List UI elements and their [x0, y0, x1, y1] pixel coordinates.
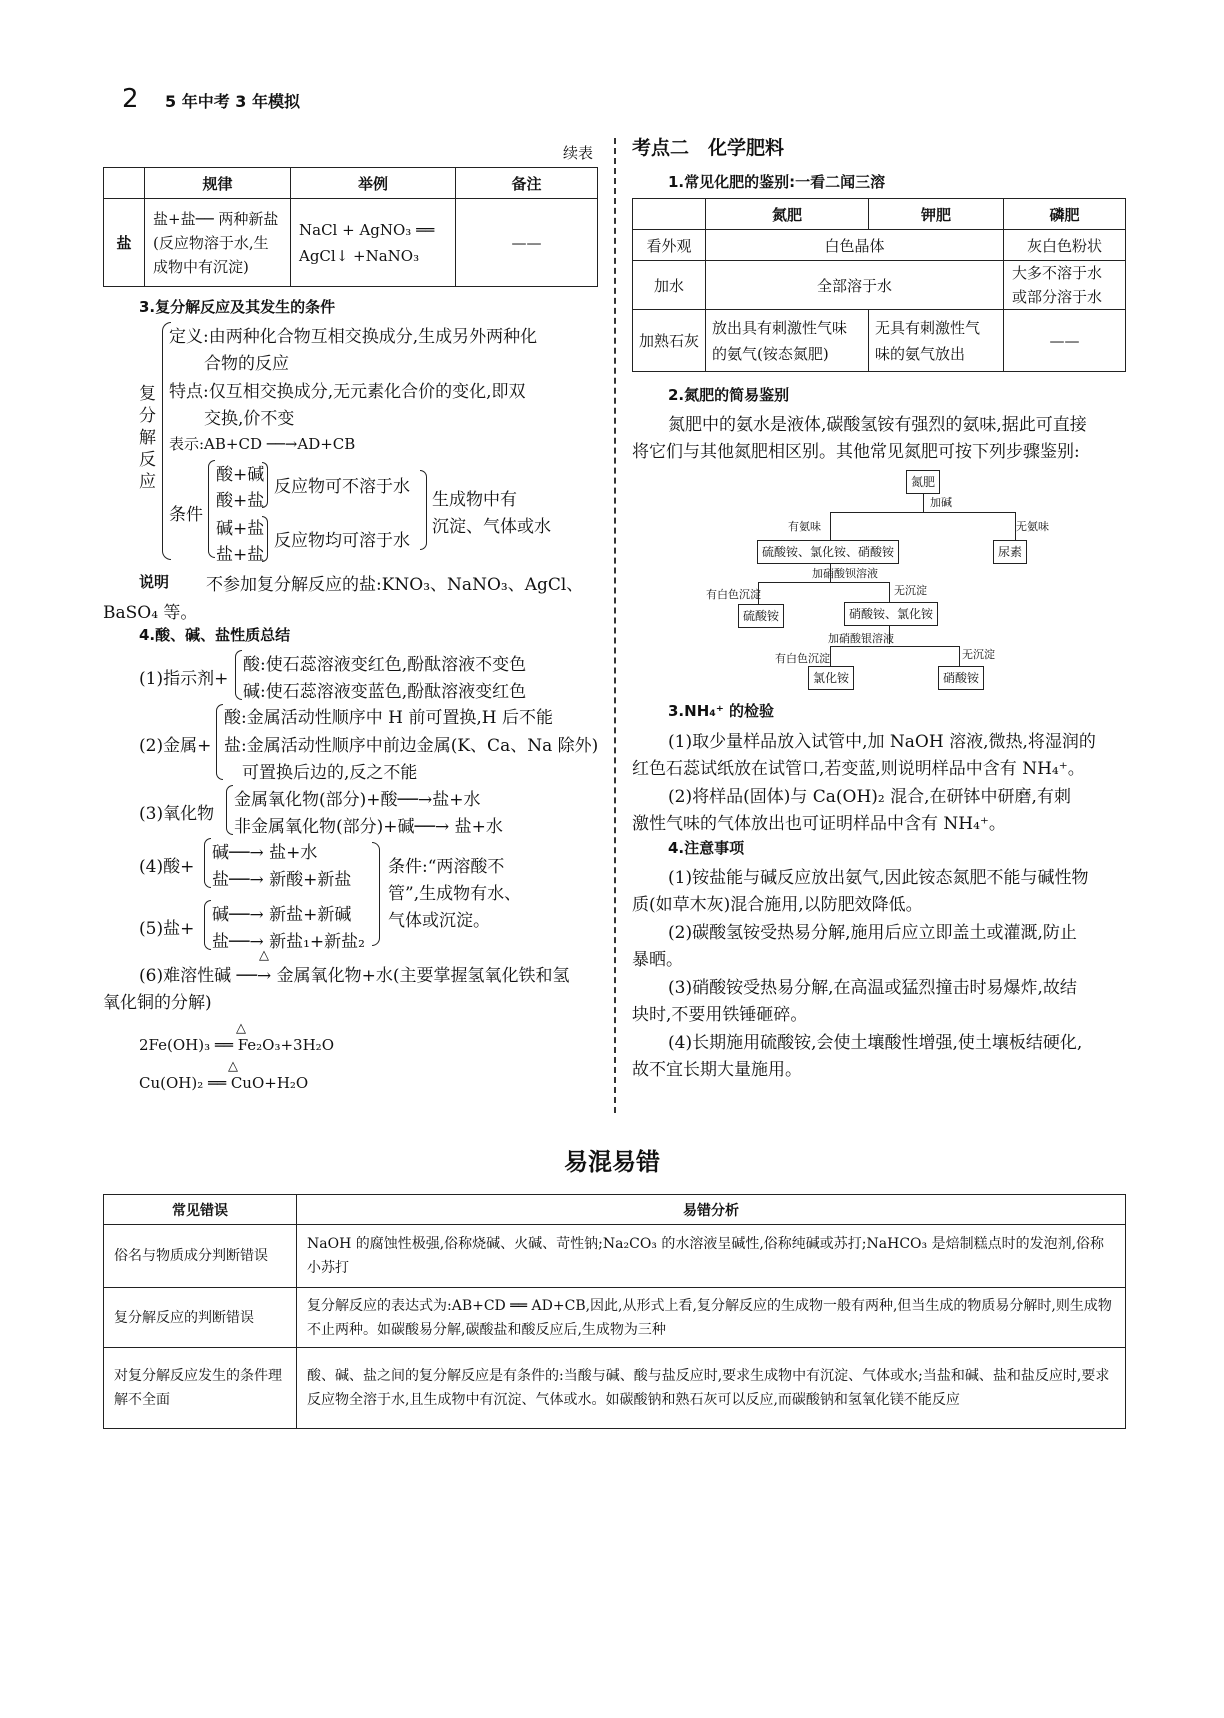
fert-s4-p3b: 块时,不要用铁锤砸碎。 — [632, 1005, 808, 1025]
fert-look-p: 灰白色粉状 — [1004, 230, 1126, 261]
col-header-note: 备注 — [456, 168, 598, 199]
flow-root: 氮肥 — [906, 470, 940, 494]
indicator-base: 碱:使石蕊溶液变蓝色,酚酞溶液变红色 — [243, 682, 527, 702]
condition-label: 条件 — [169, 505, 203, 525]
acid-base: 碱──→ 盐+水 — [212, 843, 318, 863]
fert-s4-p2b: 暴晒。 — [632, 950, 683, 970]
cond-c34-text: 反应物均可溶于水 — [274, 531, 410, 551]
cond-base-salt: 碱+盐 — [216, 519, 265, 539]
error-row-3-analysis: 酸、碱、盐之间的复分解反应是有条件的:当酸与碱、酸与盐反应时,要求生成物中有沉淀、气体或水;当盐和碱、盐和盐反应时,要求反应物全溶于水,且生成物中有沉淀、气体或水。如碳酸钠和熟石灰可以反应,而碳酸钠和氢氧化镁不能反应 — [297, 1348, 1126, 1429]
brace-conditions — [208, 460, 215, 558]
fert-lime-k1: 无具有刺激性气 — [875, 318, 981, 337]
fert-s4-title: 4.注意事项 — [668, 839, 745, 857]
delta-sign-3: △ — [228, 1059, 238, 1074]
section-title-fertilizer: 考点二 化学肥料 — [632, 137, 785, 159]
brace-c12 — [262, 462, 268, 508]
fert-s4-p4a: (4)长期施用硫酸铵,会使土壤酸性增强,使土壤板结硬化, — [668, 1033, 1083, 1053]
brace-oxide — [226, 785, 233, 835]
brace-cond45 — [372, 842, 380, 946]
errors-header-analysis: 易错分析 — [297, 1195, 1126, 1225]
fert-water-p — [1004, 261, 1126, 310]
indicator-label: (1)指示剂+ — [139, 669, 229, 689]
col-header-example: 举例 — [291, 168, 456, 199]
metal-salt: 盐:金属活动性顺序中前边金属(K、Ca、Na 除外) — [224, 736, 599, 756]
errors-header-error: 常见错误 — [104, 1195, 297, 1225]
example-line2: AgCl↓ +NaNO₃ — [299, 246, 420, 265]
expression-line: 表示:AB+CD ──→AD+CB — [169, 435, 356, 453]
flow-ppt1: 有白色沉淀 — [706, 588, 761, 601]
fert-s2-p1: 氮肥中的氨水是液体,碳酸氢铵有强烈的氨味,据此可直接 — [668, 415, 1087, 435]
salt-salt: 盐──→ 新盐₁+新盐₂ — [212, 932, 365, 952]
fert-lime-k2: 味的氨气放出 — [875, 344, 966, 363]
fert-row-lime: 加熟石灰 — [633, 310, 706, 372]
fert-water-p1: 大多不溶于水 — [1012, 264, 1103, 282]
feature-line2: 交换,价不变 — [204, 409, 295, 429]
flow-no-smell: 无氨味 — [1016, 520, 1049, 533]
section3-title: 3.复分解反应及其发生的条件 — [139, 298, 336, 316]
indicator-acid: 酸:使石蕊溶液变红色,酚酞溶液不变色 — [243, 655, 527, 675]
fert-row-water: 加水 — [633, 261, 706, 310]
definition-line1: 定义:由两种化合物互相交换成分,生成另外两种化 — [169, 327, 538, 347]
brace-acid — [204, 838, 211, 888]
metal-salt-cont: 可置换后边的,反之不能 — [242, 763, 418, 783]
brace-results — [420, 470, 427, 550]
note-line1: 不参加复分解反应的盐:KNO₃、NaNO₃、AgCl、 — [206, 575, 584, 595]
acid-label: (4)酸+ — [139, 857, 195, 877]
delta-sign-2: △ — [236, 1021, 246, 1036]
flow-ammonium-nitrate: 硝酸铵 — [938, 666, 984, 690]
flow-add-ag: 加硝酸银溶液 — [828, 632, 894, 645]
fert-water-nk: 全部溶于水 — [706, 261, 1004, 310]
fertilizer-table — [632, 198, 1126, 372]
continued-label: 续表 — [563, 144, 594, 162]
flow-noppt1: 无沉淀 — [894, 584, 927, 597]
fert-look-nk: 白色晶体 — [706, 230, 1004, 261]
fert-s3-p1b: 红色石蕊试纸放在试管口,若变蓝,则说明样品中含有 NH₄⁺。 — [632, 759, 1085, 779]
fert-s3-p2b: 激性气味的气体放出也可证明样品中含有 NH₄⁺。 — [632, 814, 1006, 834]
insoluble-base-line1: (6)难溶性碱 ──→ 金属氧化物+水(主要掌握氢氧化铁和氢 — [139, 966, 570, 986]
fert-s4-p3a: (3)硝酸铵受热易分解,在高温或猛烈撞击时易爆炸,故结 — [668, 978, 1077, 998]
errors-table — [103, 1194, 1126, 1429]
book-title: 5 年中考 3 年模拟 — [165, 92, 300, 111]
note-label: 说明 — [139, 573, 170, 591]
row-label-salt: 盐 — [104, 199, 145, 287]
double-decomp-label: 复分解反应 — [139, 384, 156, 492]
fert-s4-p1b: 质(如草木灰)混合施用,以防肥效降低。 — [632, 895, 923, 915]
fert-s4-p4b: 故不宜长期大量施用。 — [632, 1060, 802, 1080]
cond45-line1: 条件:“两溶酸不 — [388, 857, 505, 877]
page-number: 2 — [122, 84, 139, 114]
brace-indicator — [235, 650, 242, 700]
flow-group1: 硫酸铵、氯化铵、硝酸铵 — [757, 540, 899, 564]
flow-noppt2: 无沉淀 — [962, 648, 995, 661]
oxide-label: (3)氧化物 — [139, 804, 215, 824]
cond-acid-base: 酸+碱 — [216, 465, 265, 485]
insoluble-base-line2: 氧化铜的分解) — [103, 993, 212, 1013]
fert-s4-p1a: (1)铵盐能与碱反应放出氨气,因此铵态氮肥不能与碱性物 — [668, 868, 1089, 888]
flow-ammonium-sulfate: 硫酸铵 — [738, 604, 784, 628]
result-line2: 沉淀、气体或水 — [432, 517, 551, 537]
definition-line2: 合物的反应 — [204, 354, 289, 374]
metal-label: (2)金属+ — [139, 736, 212, 756]
salt-base: 碱──→ 新盐+新碱 — [212, 905, 352, 925]
error-row-2-analysis: 复分解反应的表达式为:AB+CD ══ AD+CB,因此,从形式上看,复分解反应的生成物一般有两种,但当生成的物质易分解时,则生成物不止两种。如碳酸易分解,碳酸盐和酸反应后,生成物为三种 — [297, 1288, 1126, 1348]
fert-s3-title: 3.NH₄⁺ 的检验 — [668, 702, 774, 720]
fert-lime-n1: 放出具有刺激性气味 — [712, 318, 848, 337]
fert-row-look: 看外观 — [633, 230, 706, 261]
note-cell: —— — [456, 199, 598, 287]
rule-cell: 盐+盐── 两种新盐(反应物溶于水,生成物中有沉淀) — [145, 199, 291, 287]
error-row-2-label: 复分解反应的判断错误 — [104, 1288, 297, 1348]
fert-s2-p2: 将它们与其他氮肥相区别。其他常见氮肥可按下列步骤鉴别: — [632, 442, 1080, 462]
equation-cu: Cu(OH)₂ ══ CuO+H₂O — [139, 1074, 309, 1092]
fert-lime-k — [869, 310, 1004, 372]
fert-s3-p1a: (1)取少量样品放入试管中,加 NaOH 溶液,微热,将湿润的 — [668, 732, 1096, 752]
example-line1: NaCl + AgNO₃ ══ — [299, 220, 435, 239]
cond-c12-text: 反应物可不溶于水 — [274, 477, 410, 497]
oxide-nonmetal: 非金属氧化物(部分)+碱──→ 盐+水 — [234, 817, 503, 837]
brace-c34 — [262, 516, 268, 562]
fert-header-n: 氮肥 — [706, 199, 869, 230]
brace-metal — [216, 704, 223, 780]
section4-title: 4.酸、碱、盐性质总结 — [139, 626, 291, 644]
fert-header-p: 磷肥 — [1004, 199, 1126, 230]
flow-urea: 尿素 — [993, 540, 1027, 564]
error-row-1-label: 俗名与物质成分判断错误 — [104, 1225, 297, 1288]
rule-table — [103, 167, 598, 287]
cond-salt-salt: 盐+盐 — [216, 545, 265, 565]
cond-acid-salt: 酸+盐 — [216, 491, 265, 511]
fert-lime-n — [706, 310, 869, 372]
fert-water-p2: 或部分溶于水 — [1012, 288, 1103, 306]
salt-label: (5)盐+ — [139, 919, 195, 939]
fert-lime-p: —— — [1004, 310, 1126, 372]
oxide-metal: 金属氧化物(部分)+酸──→盐+水 — [234, 790, 481, 810]
fert-s2-title: 2.氮肥的简易鉴别 — [668, 386, 790, 404]
cond45-line2: 管”,生成物有水、 — [388, 884, 522, 904]
col-header-rule: 规律 — [145, 168, 291, 199]
fert-s4-p2a: (2)碳酸氢铵受热易分解,施用后应立即盖土或灌溉,防止 — [668, 923, 1077, 943]
fert-s1-title: 1.常见化肥的鉴别:一看二闻三溶 — [668, 173, 886, 191]
flow-add-ba: 加硝酸钡溶液 — [812, 567, 878, 580]
error-row-1-analysis: NaOH 的腐蚀性极强,俗称烧碱、火碱、苛性钠;Na₂CO₃ 的水溶液呈碱性,俗称纯碱或苏打;NaHCO₃ 是焙制糕点时的发泡剂,俗称小苏打 — [297, 1225, 1126, 1288]
flow-group2: 硝酸铵、氯化铵 — [844, 602, 938, 626]
flow-ppt2: 有白色沉淀 — [775, 652, 830, 665]
flow-add-base: 加碱 — [930, 496, 952, 509]
acid-salt: 盐──→ 新酸+新盐 — [212, 870, 352, 890]
result-line1: 生成物中有 — [432, 490, 517, 510]
fert-lime-n2: 的氨气(铵态氮肥) — [712, 344, 829, 363]
delta-sign-1: △ — [259, 948, 269, 963]
fert-header-k: 钾肥 — [869, 199, 1004, 230]
metal-acid: 酸:金属活动性顺序中 H 前可置换,H 后不能 — [224, 708, 553, 728]
fert-s3-p2a: (2)将样品(固体)与 Ca(OH)₂ 混合,在研钵中研磨,有刺 — [668, 787, 1071, 807]
equation-fe: 2Fe(OH)₃ ══ Fe₂O₃+3H₂O — [139, 1036, 334, 1054]
errors-title: 易混易错 — [564, 1148, 660, 1176]
error-row-3-label: 对复分解反应发生的条件理解不全面 — [104, 1348, 297, 1429]
example-cell — [291, 199, 456, 287]
note-line2: BaSO₄ 等。 — [103, 603, 198, 623]
cond45-line3: 气体或沉淀。 — [388, 911, 490, 931]
feature-line1: 特点:仅互相交换成分,无元素化合价的变化,即双 — [169, 382, 526, 402]
flow-ammonium-chloride: 氯化铵 — [808, 666, 854, 690]
flow-has-smell: 有氨味 — [788, 520, 821, 533]
column-divider — [614, 138, 616, 1113]
brace-salt — [204, 900, 211, 950]
